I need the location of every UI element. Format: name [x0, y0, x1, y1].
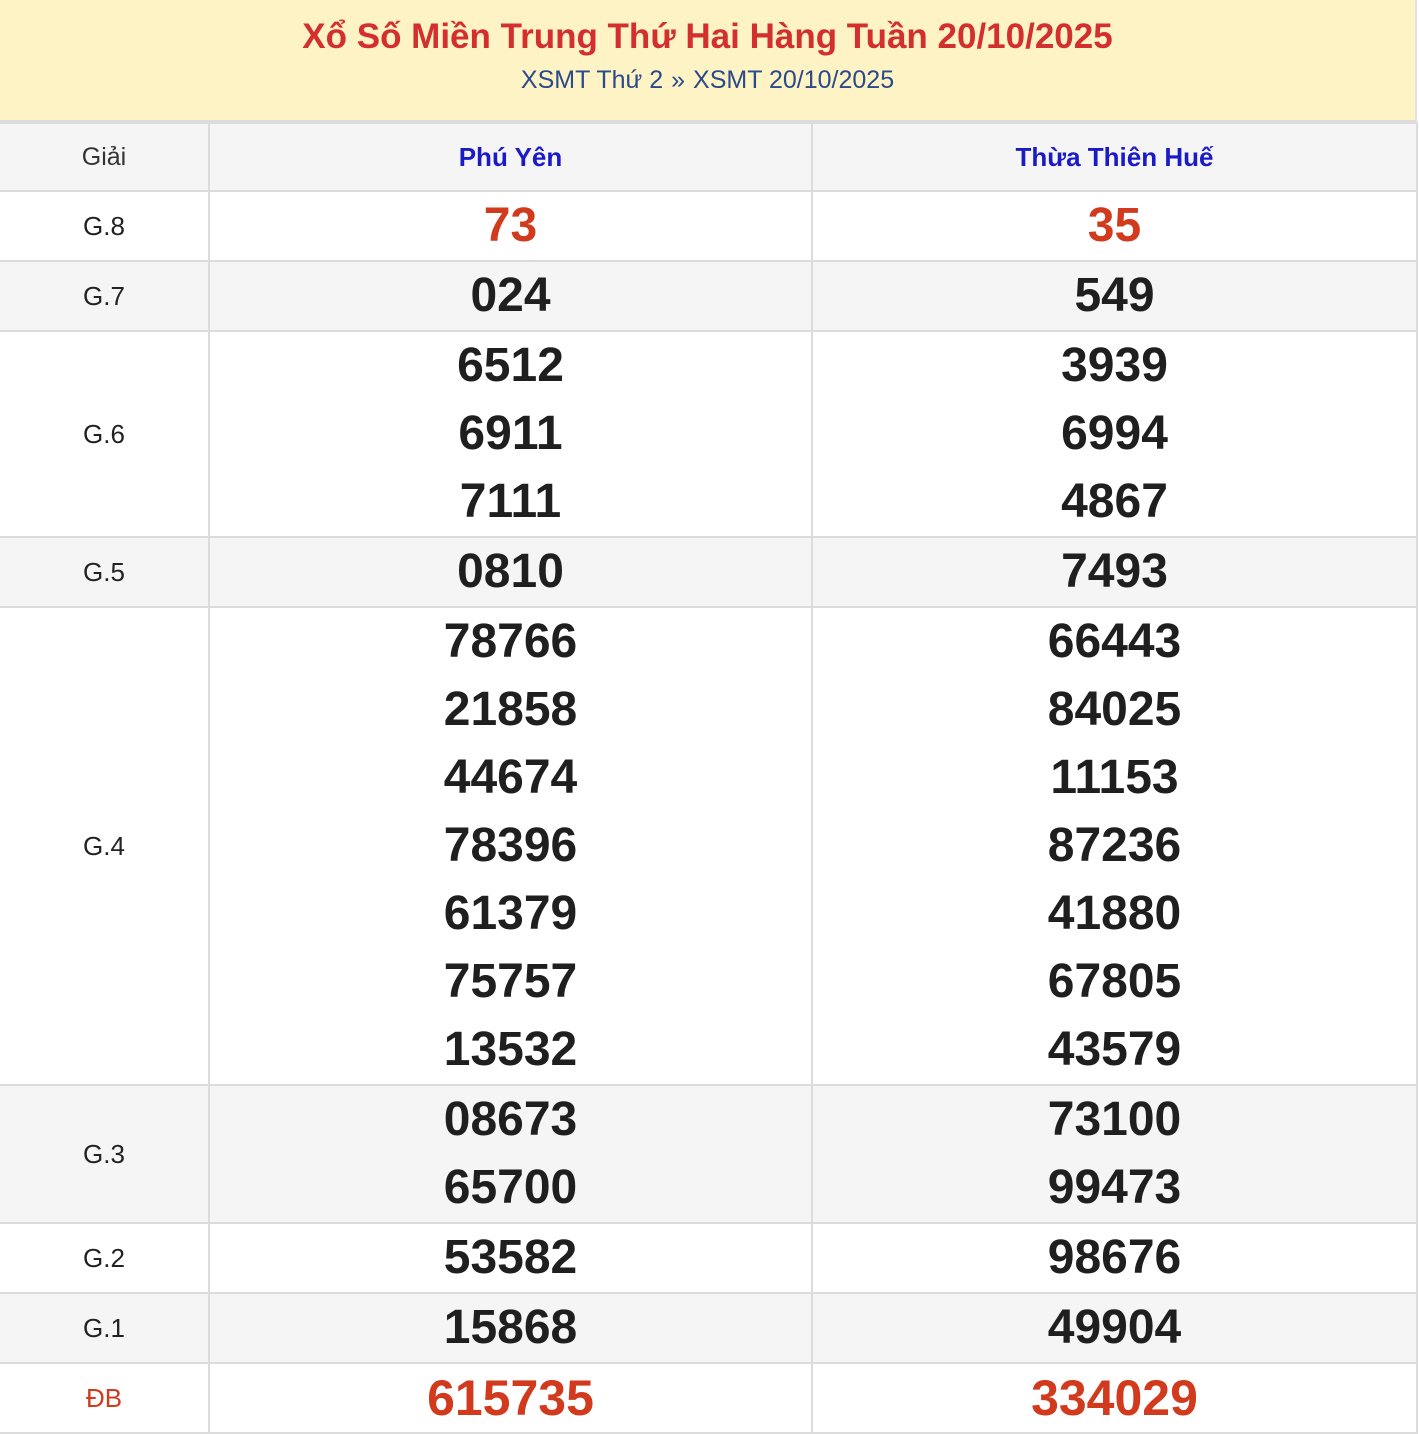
prize-cell-province-1 — [209, 191, 812, 261]
prize-number: 6512 — [457, 339, 564, 392]
table-header-row — [0, 123, 1417, 191]
prize-label: ĐB — [0, 1363, 209, 1433]
prize-number: 21858 — [443, 683, 578, 736]
prize-number: 08673 — [443, 1093, 578, 1146]
prize-cell-province-2 — [812, 331, 1417, 537]
prize-number: 99473 — [1047, 1161, 1182, 1214]
prize-number: 15868 — [443, 1301, 578, 1354]
prize-cell-province-1 — [209, 1363, 812, 1433]
prize-number: 78766 — [443, 615, 578, 668]
results-body — [0, 191, 1417, 1433]
prize-number: 7111 — [459, 475, 562, 528]
prize-number: 3939 — [1061, 339, 1168, 392]
prize-cell-province-2 — [812, 191, 1417, 261]
column-header-province-2[interactable]: Thừa Thiên Huế — [812, 123, 1417, 191]
table-row — [0, 1363, 1417, 1433]
breadcrumb — [0, 64, 1415, 96]
prize-number: 7493 — [1061, 545, 1168, 598]
page-title: Xổ Số Miền Trung Thứ Hai Hàng Tuần 20/10/2025 — [302, 17, 1113, 56]
prize-number: 66443 — [1047, 615, 1182, 668]
prize-number: 73100 — [1047, 1093, 1182, 1146]
prize-cell-province-2 — [812, 1363, 1417, 1433]
prize-number: 49904 — [1047, 1301, 1182, 1354]
table-row — [0, 537, 1417, 607]
breadcrumb-link-weekday[interactable]: XSMT Thứ 2 — [520, 66, 664, 94]
prize-number: 67805 — [1047, 955, 1182, 1008]
prize-number: 61379 — [443, 887, 578, 940]
table-row — [0, 1293, 1417, 1363]
prize-number: 87236 — [1047, 819, 1182, 872]
prize-number: 98676 — [1047, 1231, 1182, 1284]
results-table — [0, 122, 1418, 1434]
breadcrumb-link-date[interactable]: XSMT 20/10/2025 — [693, 66, 895, 94]
prize-label: G.4 — [0, 607, 209, 1085]
page-header — [0, 0, 1417, 122]
prize-cell-province-2 — [812, 1293, 1417, 1363]
prize-number: 13532 — [443, 1023, 578, 1076]
prize-number: 35 — [1087, 199, 1142, 252]
prize-cell-province-1 — [209, 537, 812, 607]
prize-cell-province-2 — [812, 537, 1417, 607]
table-row — [0, 191, 1417, 261]
column-header-province-1[interactable]: Phú Yên — [209, 123, 812, 191]
prize-label: G.3 — [0, 1085, 209, 1223]
prize-number: 84025 — [1047, 683, 1182, 736]
prize-cell-province-1 — [209, 1223, 812, 1293]
prize-number: 41880 — [1047, 887, 1182, 940]
prize-label: G.1 — [0, 1293, 209, 1363]
prize-number: 44674 — [443, 751, 578, 804]
prize-number: 43579 — [1047, 1023, 1182, 1076]
prize-label: G.7 — [0, 261, 209, 331]
prize-cell-province-2 — [812, 607, 1417, 1085]
table-row — [0, 1223, 1417, 1293]
prize-number: 75757 — [443, 955, 578, 1008]
table-row — [0, 261, 1417, 331]
prize-cell-province-1 — [209, 1085, 812, 1223]
prize-number: 73 — [483, 199, 538, 252]
table-row — [0, 607, 1417, 1085]
prize-cell-province-2 — [812, 1223, 1417, 1293]
prize-number: 6994 — [1061, 407, 1168, 460]
prize-cell-province-1 — [209, 607, 812, 1085]
prize-label: G.2 — [0, 1223, 209, 1293]
prize-number: 6911 — [458, 407, 563, 460]
prize-number: 0810 — [457, 545, 564, 598]
prize-number: 4867 — [1061, 475, 1168, 528]
breadcrumb-separator: » — [671, 66, 686, 94]
prize-label: G.8 — [0, 191, 209, 261]
table-row — [0, 1085, 1417, 1223]
prize-number: 024 — [470, 269, 551, 322]
prize-number: 11153 — [1050, 751, 1179, 804]
prize-number: 78396 — [443, 819, 578, 872]
prize-cell-province-1 — [209, 331, 812, 537]
prize-cell-province-1 — [209, 1293, 812, 1363]
column-header-prize: Giải — [0, 123, 209, 191]
prize-number: 549 — [1074, 269, 1155, 322]
prize-cell-province-2 — [812, 261, 1417, 331]
prize-cell-province-1 — [209, 261, 812, 331]
table-row — [0, 331, 1417, 537]
prize-label: G.6 — [0, 331, 209, 537]
special-prize-number: 334029 — [1031, 1370, 1198, 1426]
special-prize-number: 615735 — [427, 1370, 594, 1426]
prize-number: 53582 — [443, 1231, 578, 1284]
prize-number: 65700 — [443, 1161, 578, 1214]
prize-cell-province-2 — [812, 1085, 1417, 1223]
prize-label: G.5 — [0, 537, 209, 607]
